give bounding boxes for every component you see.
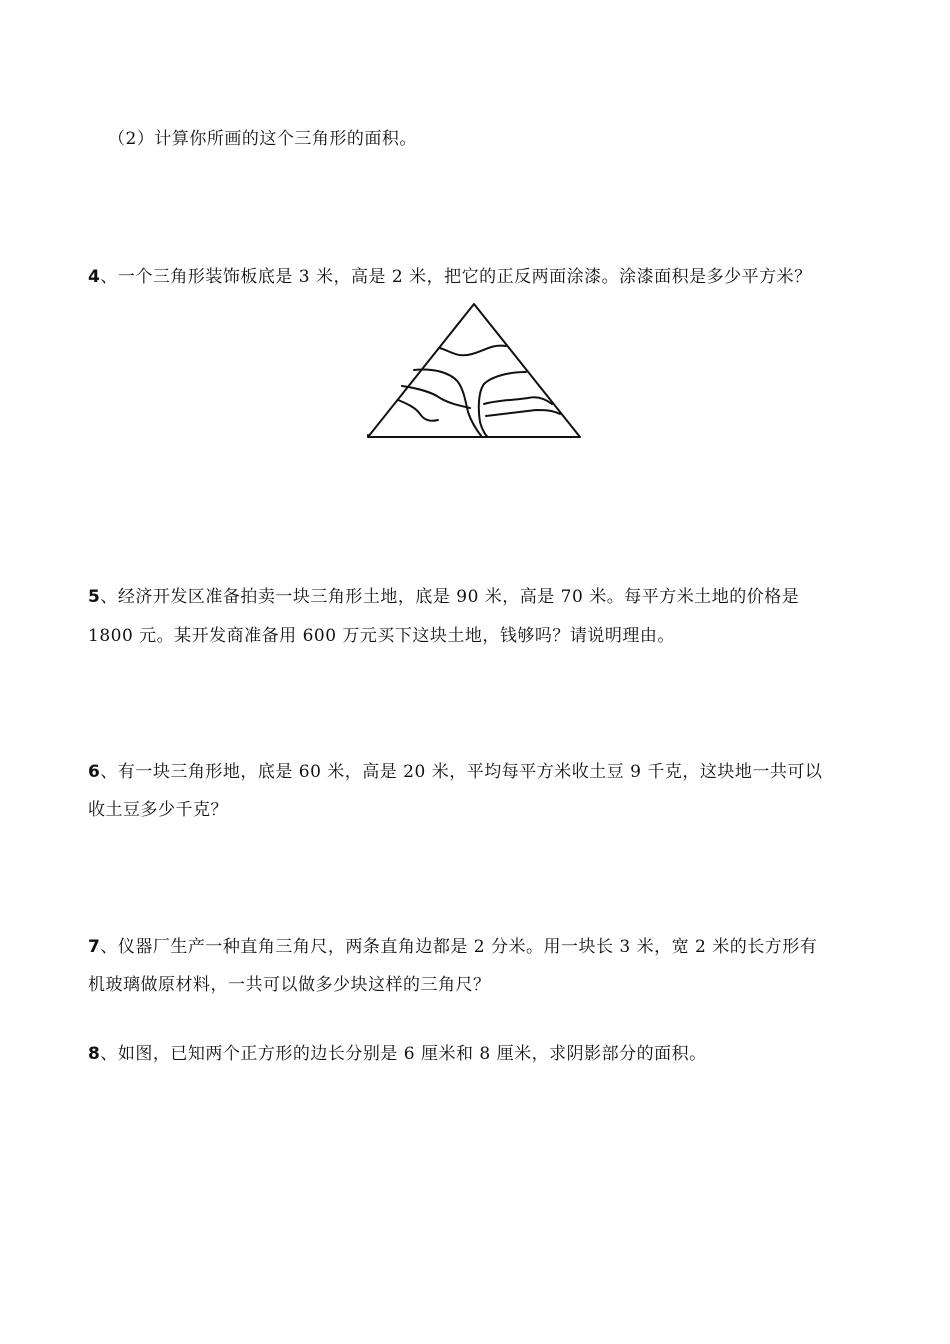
question-text-line-2: 机玻璃做原材料，一共可以做多少块这样的三角尺？ <box>88 975 491 995</box>
question-text-line-1: 、一个三角形装饰板底是 3 米，高是 2 米，把它的正反两面涂漆。涂漆面积是多少平方米？ <box>100 267 812 287</box>
sub-question-2 <box>108 126 888 152</box>
question-number: 5 <box>88 587 101 607</box>
question-text-line-1: 、仪器厂生产一种直角三角尺，两条直角边都是 2 分米。用一块长 3 米，宽 2 米的长方形有 <box>100 937 818 957</box>
question-text-line-2: 收土豆多少千克？ <box>88 800 228 820</box>
question-text-line-2: 1800 元。某开发商准备用 600 万元买下这块土地，钱够吗？请说明理由。 <box>88 626 675 646</box>
question-text-line-1: 、经济开发区准备拍卖一块三角形土地，底是 90 米，高是 70 米。每平方米土地的价格是 <box>100 587 800 607</box>
sub-question-text: （2）计算你所画的这个三角形的面积。 <box>108 129 417 149</box>
triangle-decoration-board-figure <box>360 300 590 445</box>
top-curve-line <box>440 346 506 356</box>
left-lower-curve-line <box>398 400 438 421</box>
question-8 <box>88 1041 868 1067</box>
right-middle-curve-line <box>484 397 552 404</box>
left-branch-line <box>414 370 482 438</box>
question-4 <box>88 264 868 290</box>
triangle-outline <box>368 304 580 437</box>
question-number: 6 <box>88 762 101 782</box>
question-6 <box>88 759 868 785</box>
question-number: 8 <box>88 1044 101 1064</box>
left-middle-curve-line <box>402 386 470 408</box>
question-6-line-2 <box>88 797 868 823</box>
right-lower-curve-line <box>486 410 560 416</box>
question-text-line-1: 、有一块三角形地，底是 60 米，高是 20 米，平均每平方米收土豆 9 千克，这块地一共可以 <box>100 762 823 782</box>
question-5 <box>88 584 868 610</box>
question-5-line-2 <box>88 623 868 649</box>
question-text-line-1: 、如图，已知两个正方形的边长分别是 6 厘米和 8 厘米，求阴影部分的面积。 <box>100 1044 707 1064</box>
question-number: 4 <box>88 267 101 287</box>
question-number: 7 <box>88 937 101 957</box>
question-7-line-2 <box>88 972 868 998</box>
question-7 <box>88 934 868 960</box>
